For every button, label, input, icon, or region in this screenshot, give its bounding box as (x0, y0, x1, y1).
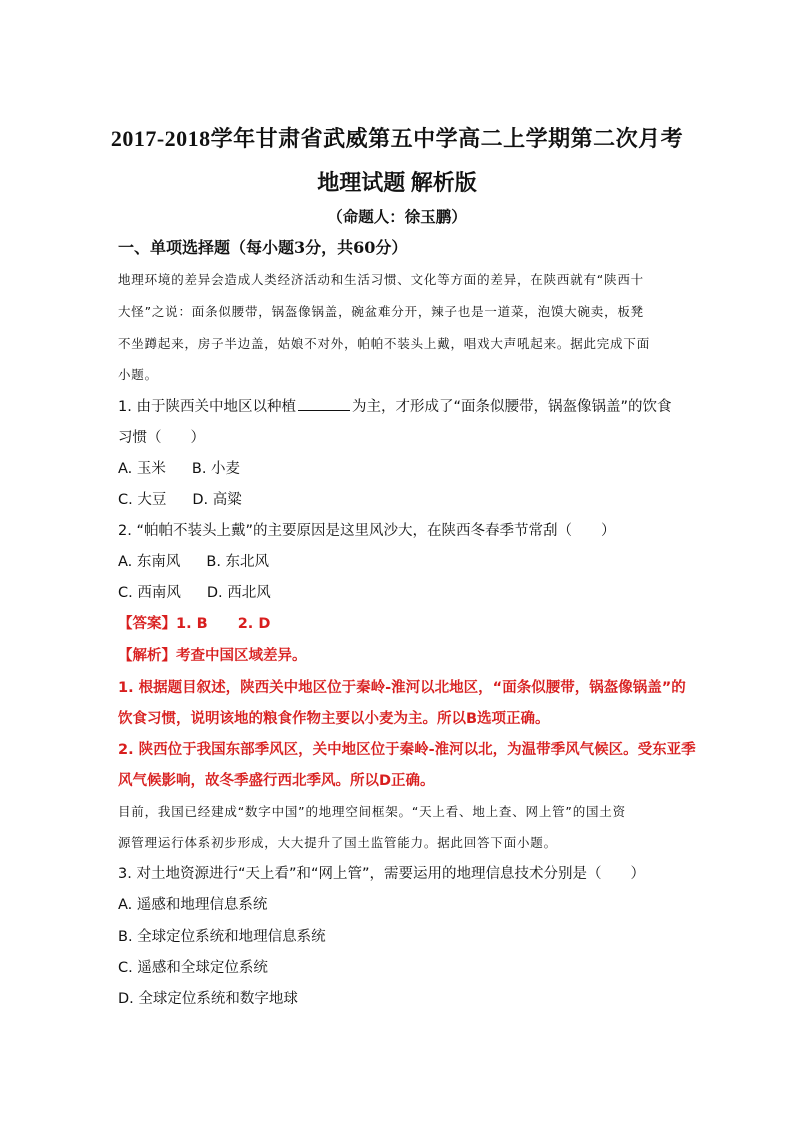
q2-options-row1 (118, 550, 684, 571)
answer-line (118, 612, 684, 633)
question-1 (118, 395, 684, 416)
q1-text-b: 为主，才形成了“面条似腰带，锅盔像锅盖”的饮食 (351, 399, 672, 415)
q3-option-d: D. 全球定位系统和数字地球 (118, 991, 298, 1007)
q3-option-c: C. 遥感和全球定位系统 (118, 960, 268, 976)
material2-line: 源管理运行体系初步形成，大大提升了国土监管能力。据此回答下面小题。 (118, 835, 557, 850)
analysis-p2-line1: 2. 陕西位于我国东部季风区，关中地区位于秦岭-淮河以北，为温带季风气候区。受东亚季 (118, 742, 696, 758)
doc-author: （命题人：徐玉鹏） (327, 209, 467, 226)
analysis-p1-line1: 1. 根据题目叙述，陕西关中地区位于秦岭-淮河以北地区，“面条似腰带，锅盔像锅盖”的 (118, 680, 686, 696)
q2-option-a: A. 东南风 (118, 554, 181, 570)
analysis-label: 【解析】 (118, 648, 176, 664)
doc-title-line2: 地理试题 解析版 (317, 170, 477, 195)
answer-label: 【答案】 (118, 616, 176, 632)
q1-text-a: 1. 由于陕西关中地区以种植 (118, 399, 296, 415)
q1-option-d: D. 高粱 (192, 492, 242, 508)
analysis-summary: 考查中国区域差异。 (176, 648, 307, 664)
question-2: 2. “帕帕不装头上戴”的主要原因是这里风沙大，在陕西冬春季节常刮（ ） (118, 523, 616, 539)
analysis-line (118, 644, 684, 665)
q1-option-c: C. 大豆 (118, 492, 167, 508)
q2-option-b: B. 东北风 (206, 554, 270, 570)
q1-option-b: B. 小麦 (191, 461, 241, 477)
analysis-p2-line2: 风气候影响，故冬季盛行西北季风。所以D正确。 (118, 773, 435, 789)
material1-line: 地理环境的差异会造成人类经济活动和生活习惯、文化等方面的差异，在陕西就有“陕西十 (118, 272, 644, 287)
answer-2: 2. D (237, 616, 271, 632)
q3-option-b: B. 全球定位系统和地理信息系统 (118, 929, 326, 945)
question-3: 3. 对土地资源进行“天上看”和“网上管”，需要运用的地理信息技术分别是（ ） (118, 866, 645, 882)
q2-options-row2 (118, 581, 684, 602)
material1-line: 不坐蹲起来，房子半边盖，姑娘不对外，帕帕不装头上戴，唱戏大声吼起来。据此完成下面 (118, 336, 651, 351)
q3-option-a: A. 遥感和地理信息系统 (118, 897, 268, 913)
q2-option-d: D. 西北风 (206, 585, 271, 601)
material2-line: 目前，我国已经建成“数字中国”的地理空间框架。“天上看、地上查、网上管”的国土资 (118, 804, 626, 819)
q1-options-row1 (118, 457, 684, 478)
answer-blank (298, 396, 350, 411)
q2-option-c: C. 西南风 (118, 585, 181, 601)
analysis-p1-line2: 饮食习惯，说明该地的粮食作物主要以小麦为主。所以B选项正确。 (118, 711, 550, 727)
answer-1: 1. B (176, 616, 208, 632)
section-heading: 一、单项选择题（每小题3分，共60分） (118, 238, 408, 257)
material1-line: 大怪”之说：面条似腰带，锅盔像锅盖，碗盆难分开，辣子也是一道菜，泡馍大碗卖，板凳 (118, 304, 644, 319)
doc-title-line1: 2017-2018学年甘肃省武威第五中学高二上学期第二次月考 (110, 126, 684, 151)
q1-options-row2 (118, 488, 684, 509)
q1-line2: 习惯（ ） (118, 430, 205, 446)
q1-option-a: A. 玉米 (118, 461, 166, 477)
material1-line: 小题。 (118, 367, 158, 382)
